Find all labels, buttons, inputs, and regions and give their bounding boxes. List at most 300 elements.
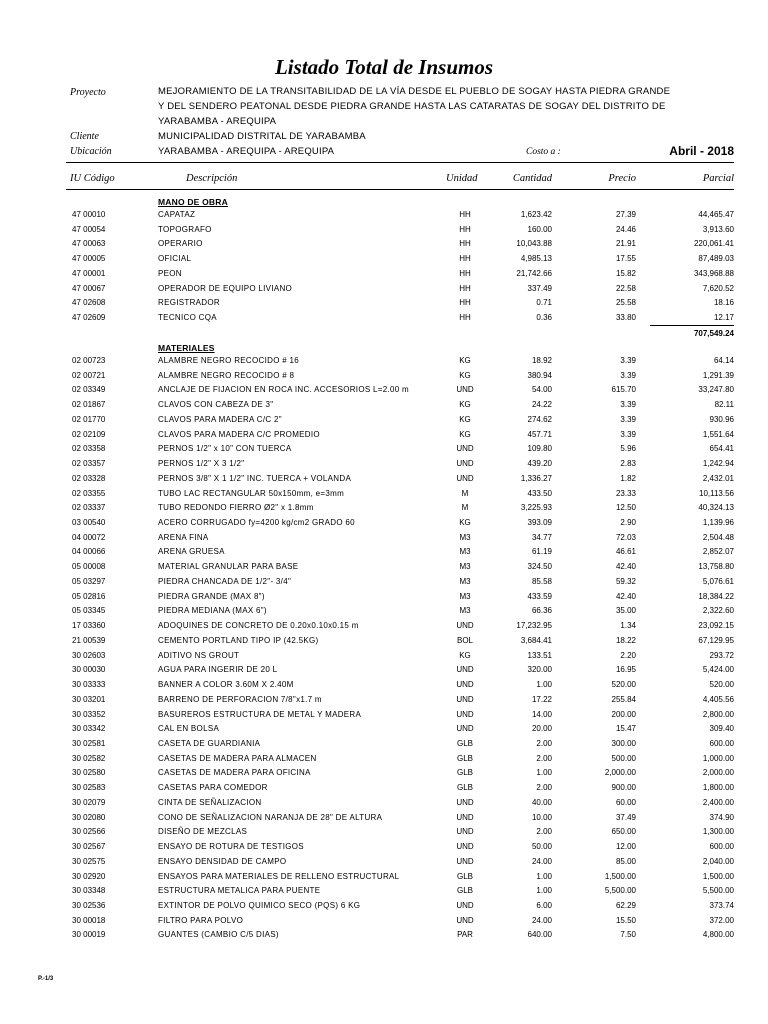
- table-row: [0, 415, 768, 430]
- row-price: 17.55: [615, 254, 636, 264]
- row-unit: KG: [459, 356, 471, 365]
- row-description: CAL EN BOLSA: [158, 724, 220, 734]
- row-parcial: 33,247.80: [698, 385, 734, 395]
- row-quantity: 393.09: [527, 518, 552, 528]
- table-row: [0, 901, 768, 916]
- row-quantity: 274.62: [527, 414, 552, 424]
- row-description: CLAVOS PARA MADERA C/C PROMEDIO: [158, 429, 320, 439]
- row-description: ENSAYO DE ROTURA DE TESTIGOS: [158, 842, 304, 852]
- table-row: [0, 739, 768, 754]
- row-quantity: 10.00: [531, 812, 552, 822]
- row-quantity: 1.00: [536, 680, 552, 690]
- table-row: [0, 636, 768, 651]
- row-price: 12.50: [615, 503, 636, 513]
- row-description: ANCLAJE DE FIJACION EN ROCA INC. ACCESORIOS L=2.00 m: [158, 385, 409, 395]
- row-description: PERNOS 1/2" X 3 1/2": [158, 459, 245, 469]
- row-code: 30 02583: [72, 783, 106, 793]
- row-code: 47 00063: [72, 239, 106, 249]
- row-parcial: 2,322.60: [702, 606, 734, 616]
- table-row: [0, 754, 768, 769]
- row-parcial: 12.17: [713, 313, 734, 323]
- row-code: 02 03355: [72, 488, 106, 498]
- row-parcial: 1,800.00: [702, 783, 734, 793]
- row-parcial: 520.00: [709, 680, 734, 690]
- row-description: REGISTRADOR: [158, 298, 220, 308]
- row-unit: UND: [456, 665, 474, 675]
- row-description: PIEDRA GRANDE (MAX 8"): [158, 591, 265, 601]
- row-price: 42.40: [615, 591, 636, 601]
- row-unit: KG: [459, 414, 471, 424]
- row-description: TUBO LAC RECTANGULAR 50x150mm, e=3mm: [158, 488, 345, 498]
- row-unit: HH: [459, 224, 471, 234]
- row-price: 22.58: [615, 283, 636, 293]
- row-quantity: 457.71: [527, 429, 552, 439]
- row-description: PIEDRA MEDIANA (MAX 6"): [158, 606, 267, 616]
- table-row: [0, 533, 768, 548]
- row-quantity: 1.00: [536, 871, 552, 881]
- row-code: 02 02109: [72, 429, 106, 439]
- row-unit: M3: [459, 576, 471, 586]
- row-parcial: 2,400.00: [702, 797, 734, 807]
- row-quantity: 10,043.88: [516, 239, 552, 249]
- row-unit: UND: [456, 459, 474, 469]
- row-parcial: 2,852.07: [702, 547, 734, 557]
- table-row: [0, 518, 768, 533]
- row-code: 30 02567: [72, 842, 106, 852]
- table-row: [0, 930, 768, 945]
- row-price: 300.00: [611, 738, 636, 748]
- row-price: 25.58: [615, 298, 636, 308]
- proyecto-label: Proyecto: [70, 87, 106, 98]
- table-row: [0, 813, 768, 828]
- row-parcial: 600.00: [709, 842, 734, 852]
- row-description: BARRENO DE PERFORACION 7/8"x1.7 m: [158, 694, 322, 704]
- col-header-parcial: Parcial: [702, 173, 734, 184]
- col-header-unit: Unidad: [446, 173, 478, 184]
- row-unit: KG: [459, 518, 471, 528]
- row-price: 3.39: [620, 414, 636, 424]
- row-description: ENSAYO DENSIDAD DE CAMPO: [158, 856, 287, 866]
- row-unit: HH: [459, 210, 471, 219]
- row-code: 02 01770: [72, 414, 106, 424]
- row-description: PIEDRA CHANCADA DE 1/2"- 3/4": [158, 576, 292, 586]
- row-parcial: 5,500.00: [702, 886, 734, 896]
- proyecto-line-2: Y DEL SENDERO PEATONAL DESDE PIEDRA GRANDE HASTA LAS CATARATAS DE SOGAY DEL DISTRITO DE: [158, 101, 666, 112]
- table-row: [0, 783, 768, 798]
- row-unit: GLB: [456, 768, 473, 778]
- row-unit: BOL: [456, 635, 473, 645]
- row-description: DISEÑO DE MEZCLAS: [158, 827, 248, 837]
- table-row: [0, 665, 768, 680]
- row-parcial: 600.00: [709, 738, 734, 748]
- row-parcial: 2,504.48: [702, 532, 734, 542]
- row-unit: UND: [456, 694, 474, 704]
- row-parcial: 13,758.80: [698, 562, 734, 572]
- row-parcial: 82.11: [714, 400, 734, 410]
- row-code: 05 02816: [72, 591, 106, 601]
- row-unit: HH: [459, 268, 471, 278]
- row-code: 47 02608: [72, 298, 106, 308]
- row-code: 02 00723: [72, 356, 106, 365]
- row-code: 30 02603: [72, 650, 106, 660]
- row-unit: UND: [456, 797, 474, 807]
- row-unit: GLB: [456, 753, 473, 763]
- row-unit: UND: [456, 444, 474, 454]
- row-description: CAPATAZ: [158, 210, 196, 219]
- row-code: 47 02609: [72, 313, 106, 323]
- row-description: OPERADOR DE EQUIPO LIVIANO: [158, 283, 293, 293]
- row-price: 615.70: [611, 385, 636, 395]
- row-code: 03 00540: [72, 518, 106, 528]
- row-code: 02 00721: [72, 370, 106, 380]
- row-price: 2.20: [620, 650, 636, 660]
- row-description: CINTA DE SEÑALIZACION: [158, 797, 262, 807]
- row-code: 30 03201: [72, 694, 106, 704]
- row-price: 650.00: [611, 827, 636, 837]
- row-unit: UND: [456, 812, 474, 822]
- row-description: GUANTES (CAMBIO C/5 DIAS): [158, 930, 279, 940]
- row-code: 02 03349: [72, 385, 106, 395]
- row-parcial: 5,424.00: [702, 665, 734, 675]
- row-code: 30 02920: [72, 871, 106, 881]
- row-price: 60.00: [615, 797, 636, 807]
- row-price: 3.39: [620, 356, 636, 365]
- row-unit: UND: [456, 827, 474, 837]
- row-parcial: 372.00: [709, 915, 734, 925]
- row-quantity: 4,985.13: [520, 254, 552, 264]
- row-description: TOPOGRAFO: [158, 224, 212, 234]
- row-description: AGUA PARA INGERIR DE 20 L: [158, 665, 278, 675]
- row-quantity: 66.36: [531, 606, 552, 616]
- row-parcial: 44,465.47: [698, 210, 734, 219]
- row-unit: M3: [459, 606, 471, 616]
- table-row: [0, 269, 768, 284]
- row-price: 27.39: [615, 210, 636, 219]
- row-code: 30 03352: [72, 709, 106, 719]
- col-header-quantity: Cantidad: [512, 173, 552, 184]
- subtotal-rule: [650, 325, 734, 326]
- row-unit: UND: [456, 385, 474, 395]
- row-unit: KG: [459, 370, 471, 380]
- row-parcial: 64.14: [713, 356, 734, 365]
- row-description: ACERO CORRUGADO fy=4200 kg/cm2 GRADO 60: [158, 518, 355, 528]
- row-unit: M3: [459, 591, 471, 601]
- section-heading-mano-de-obra: MANO DE OBRA: [158, 197, 228, 207]
- row-code: 02 01867: [72, 400, 106, 410]
- table-row: [0, 225, 768, 240]
- row-description: BANNER A COLOR 3.60M X 2.40M: [158, 680, 294, 690]
- row-code: 21 00539: [72, 635, 106, 645]
- row-parcial: 2,000.00: [702, 768, 734, 778]
- row-description: CEMENTO PORTLAND TIPO IP (42.5KG): [158, 635, 319, 645]
- row-price: 1,500.00: [604, 871, 636, 881]
- row-unit: HH: [459, 298, 471, 308]
- row-price: 200.00: [611, 709, 636, 719]
- row-price: 1.34: [620, 621, 636, 631]
- row-description: TECNICO CQA: [158, 313, 217, 323]
- row-unit: M3: [459, 532, 471, 542]
- section-heading-materiales: MATERIALES: [158, 343, 215, 353]
- row-description: MATERIAL GRANULAR PARA BASE: [158, 562, 299, 572]
- table-row: [0, 857, 768, 872]
- row-unit: UND: [456, 473, 474, 483]
- row-price: 15.47: [615, 724, 636, 734]
- row-parcial: 1,139.96: [702, 518, 734, 528]
- row-code: 05 03297: [72, 576, 106, 586]
- row-quantity: 34.77: [531, 532, 552, 542]
- row-parcial: 1,500.00: [702, 871, 734, 881]
- row-quantity: 3,225.93: [520, 503, 552, 513]
- row-parcial: 4,405.56: [702, 694, 734, 704]
- row-unit: HH: [459, 239, 471, 249]
- row-quantity: 14.00: [531, 709, 552, 719]
- row-parcial: 10,113.56: [699, 488, 734, 498]
- row-description: OFICIAL: [158, 254, 192, 264]
- row-quantity: 1,336.27: [520, 473, 552, 483]
- table-row: [0, 695, 768, 710]
- ubicacion-label: Ubicación: [70, 146, 112, 157]
- row-quantity: 324.50: [527, 562, 552, 572]
- row-parcial: 18,384.22: [698, 591, 734, 601]
- row-code: 47 00054: [72, 224, 106, 234]
- row-quantity: 21,742.66: [516, 268, 552, 278]
- row-unit: UND: [456, 915, 474, 925]
- table-row: [0, 606, 768, 621]
- row-description: TUBO REDONDO FIERRO Ø2" x 1.8mm: [158, 503, 314, 513]
- table-row: [0, 842, 768, 857]
- row-unit: KG: [459, 429, 471, 439]
- row-code: 30 02581: [72, 738, 106, 748]
- row-parcial: 5,076.61: [702, 576, 734, 586]
- row-code: 30 02575: [72, 856, 106, 866]
- row-code: 47 00067: [72, 283, 106, 293]
- proyecto-line-3: YARABAMBA - AREQUIPA: [158, 116, 277, 127]
- row-code: 47 00010: [72, 210, 106, 219]
- row-code: 05 03345: [72, 606, 106, 616]
- row-unit: KG: [459, 400, 471, 410]
- row-price: 3.39: [620, 400, 636, 410]
- row-code: 05 00008: [72, 562, 106, 572]
- row-price: 72.03: [615, 532, 636, 542]
- row-quantity: 337.49: [527, 283, 552, 293]
- row-unit: UND: [456, 856, 474, 866]
- row-unit: GLB: [456, 886, 473, 896]
- table-row: [0, 210, 768, 225]
- row-price: 37.49: [615, 812, 636, 822]
- subtotal-mano-de-obra: 707,549.24: [693, 329, 734, 338]
- table-row: [0, 444, 768, 459]
- row-price: 33.80: [615, 313, 636, 323]
- table-row: [0, 592, 768, 607]
- page-number: P.-1/3: [38, 976, 54, 982]
- row-quantity: 24.00: [531, 915, 552, 925]
- row-quantity: 40.00: [531, 797, 552, 807]
- row-quantity: 3,684.41: [520, 635, 552, 645]
- row-quantity: 640.00: [527, 930, 552, 940]
- col-header-description: Descripción: [186, 173, 238, 184]
- row-parcial: 1,242.94: [702, 459, 734, 469]
- row-code: 02 03358: [72, 444, 106, 454]
- row-description: CLAVOS CON CABEZA DE 3": [158, 400, 274, 410]
- row-description: ESTRUCTURA METALICA PARA PUENTE: [158, 886, 321, 896]
- row-code: 30 02566: [72, 827, 106, 837]
- row-parcial: 40,324.13: [698, 503, 734, 513]
- row-code: 30 02536: [72, 901, 106, 910]
- row-description: CASETAS DE MADERA PARA OFICINA: [158, 768, 311, 778]
- row-parcial: 309.40: [709, 724, 734, 734]
- row-price: 85.00: [615, 856, 636, 866]
- row-quantity: 20.00: [531, 724, 552, 734]
- table-row: [0, 886, 768, 901]
- table-row: [0, 356, 768, 371]
- row-code: 17 03360: [72, 621, 106, 631]
- table-row: [0, 577, 768, 592]
- row-code: 30 02582: [72, 753, 106, 763]
- table-row: [0, 680, 768, 695]
- row-quantity: 61.19: [531, 547, 552, 557]
- row-unit: GLB: [456, 738, 473, 748]
- row-quantity: 2.00: [536, 783, 552, 793]
- row-price: 12.00: [615, 842, 636, 852]
- row-price: 18.22: [615, 635, 636, 645]
- table-row: [0, 724, 768, 739]
- table-row: [0, 768, 768, 783]
- row-price: 2.83: [620, 459, 636, 469]
- row-quantity: 133.51: [527, 650, 552, 660]
- row-quantity: 2.00: [536, 738, 552, 748]
- row-description: ENSAYOS PARA MATERIALES DE RELLENO ESTRUCTURAL: [158, 871, 400, 881]
- row-description: ALAMBRE NEGRO RECOCIDO # 16: [158, 356, 300, 365]
- row-quantity: 50.00: [531, 842, 552, 852]
- row-price: 2.90: [620, 518, 636, 528]
- row-unit: UND: [456, 901, 474, 910]
- table-row: [0, 284, 768, 299]
- row-parcial: 2,040.00: [702, 856, 734, 866]
- row-unit: M3: [459, 562, 471, 572]
- row-price: 23.33: [615, 488, 636, 498]
- row-price: 16.95: [615, 665, 636, 675]
- row-parcial: 7,620.52: [702, 283, 734, 293]
- table-row: [0, 621, 768, 636]
- row-price: 520.00: [611, 680, 636, 690]
- row-quantity: 1,623.42: [520, 210, 552, 219]
- row-quantity: 1.00: [536, 886, 552, 896]
- row-price: 46.61: [615, 547, 636, 557]
- row-parcial: 1,000.00: [702, 753, 734, 763]
- row-quantity: 433.50: [527, 488, 552, 498]
- row-price: 15.50: [615, 915, 636, 925]
- table-row: [0, 827, 768, 842]
- row-price: 15.82: [615, 268, 636, 278]
- row-parcial: 373.74: [709, 901, 734, 910]
- table-row: [0, 400, 768, 415]
- row-price: 1.82: [620, 473, 636, 483]
- row-unit: UND: [456, 842, 474, 852]
- row-quantity: 439.20: [527, 459, 552, 469]
- row-unit: GLB: [456, 783, 473, 793]
- table-row: [0, 916, 768, 931]
- table-row: [0, 651, 768, 666]
- row-code: 30 02079: [72, 797, 106, 807]
- table-row: [0, 562, 768, 577]
- table-row: [0, 872, 768, 887]
- row-quantity: 433.59: [527, 591, 552, 601]
- row-code: 02 03337: [72, 503, 106, 513]
- row-parcial: 1,551.64: [702, 429, 734, 439]
- row-description: CLAVOS PARA MADERA C/C 2": [158, 414, 282, 424]
- cliente-label: Cliente: [70, 131, 99, 142]
- row-price: 21.91: [615, 239, 636, 249]
- row-quantity: 0.36: [536, 313, 552, 323]
- table-row: [0, 547, 768, 562]
- table-row: [0, 503, 768, 518]
- row-description: CASETA DE GUARDIANIA: [158, 738, 261, 748]
- row-unit: PAR: [457, 930, 473, 940]
- row-description: CASETAS PARA COMEDOR: [158, 783, 268, 793]
- table-row: [0, 459, 768, 474]
- row-description: PERNOS 1/2" x 10" CON TUERCA: [158, 444, 292, 454]
- row-quantity: 380.94: [527, 370, 552, 380]
- row-description: PEON: [158, 268, 182, 278]
- table-row: [0, 239, 768, 254]
- table-row: [0, 489, 768, 504]
- row-parcial: 23,092.15: [698, 621, 734, 631]
- row-unit: UND: [456, 709, 474, 719]
- row-price: 35.00: [615, 606, 636, 616]
- row-parcial: 220,061.41: [693, 239, 734, 249]
- row-price: 5.96: [620, 444, 636, 454]
- row-description: FILTRO PARA POLVO: [158, 915, 244, 925]
- row-code: 47 00005: [72, 254, 106, 264]
- row-price: 59.32: [615, 576, 636, 586]
- row-parcial: 654.41: [709, 444, 734, 454]
- cliente-value: MUNICIPALIDAD DISTRITAL DE YARABAMBA: [158, 131, 366, 142]
- col-header-price: Precio: [608, 173, 636, 184]
- row-code: 02 03328: [72, 473, 106, 483]
- table-row: [0, 474, 768, 489]
- table-row: [0, 298, 768, 313]
- table-row: [0, 385, 768, 400]
- row-unit: UND: [456, 680, 474, 690]
- row-parcial: 2,800.00: [702, 709, 734, 719]
- row-unit: HH: [459, 254, 471, 264]
- row-code: 30 00018: [72, 915, 106, 925]
- header-bottom-rule: [66, 189, 734, 190]
- row-code: 30 03333: [72, 680, 106, 690]
- row-quantity: 85.58: [531, 576, 552, 586]
- row-quantity: 2.00: [536, 827, 552, 837]
- row-price: 3.39: [620, 429, 636, 439]
- row-description: ADOQUINES DE CONCRETO DE 0.20x0.10x0.15 m: [158, 621, 359, 631]
- header-top-rule: [66, 162, 734, 163]
- row-price: 24.46: [615, 224, 636, 234]
- row-price: 2,000.00: [604, 768, 636, 778]
- row-quantity: 6.00: [536, 901, 552, 910]
- row-unit: UND: [456, 724, 474, 734]
- row-price: 7.50: [620, 930, 636, 940]
- row-code: 30 02080: [72, 812, 106, 822]
- row-code: 04 00072: [72, 532, 106, 542]
- row-quantity: 18.92: [531, 356, 552, 365]
- row-parcial: 1,291.39: [702, 370, 734, 380]
- costo-value: Abril - 2018: [669, 144, 734, 158]
- row-parcial: 4,800.00: [702, 930, 734, 940]
- row-unit: M: [461, 503, 469, 513]
- row-price: 62.29: [615, 901, 636, 910]
- row-quantity: 24.22: [531, 400, 552, 410]
- ubicacion-value: YARABAMBA - AREQUIPA - AREQUIPA: [158, 146, 335, 157]
- row-description: BASUREROS ESTRUCTURA DE METAL Y MADERA: [158, 709, 362, 719]
